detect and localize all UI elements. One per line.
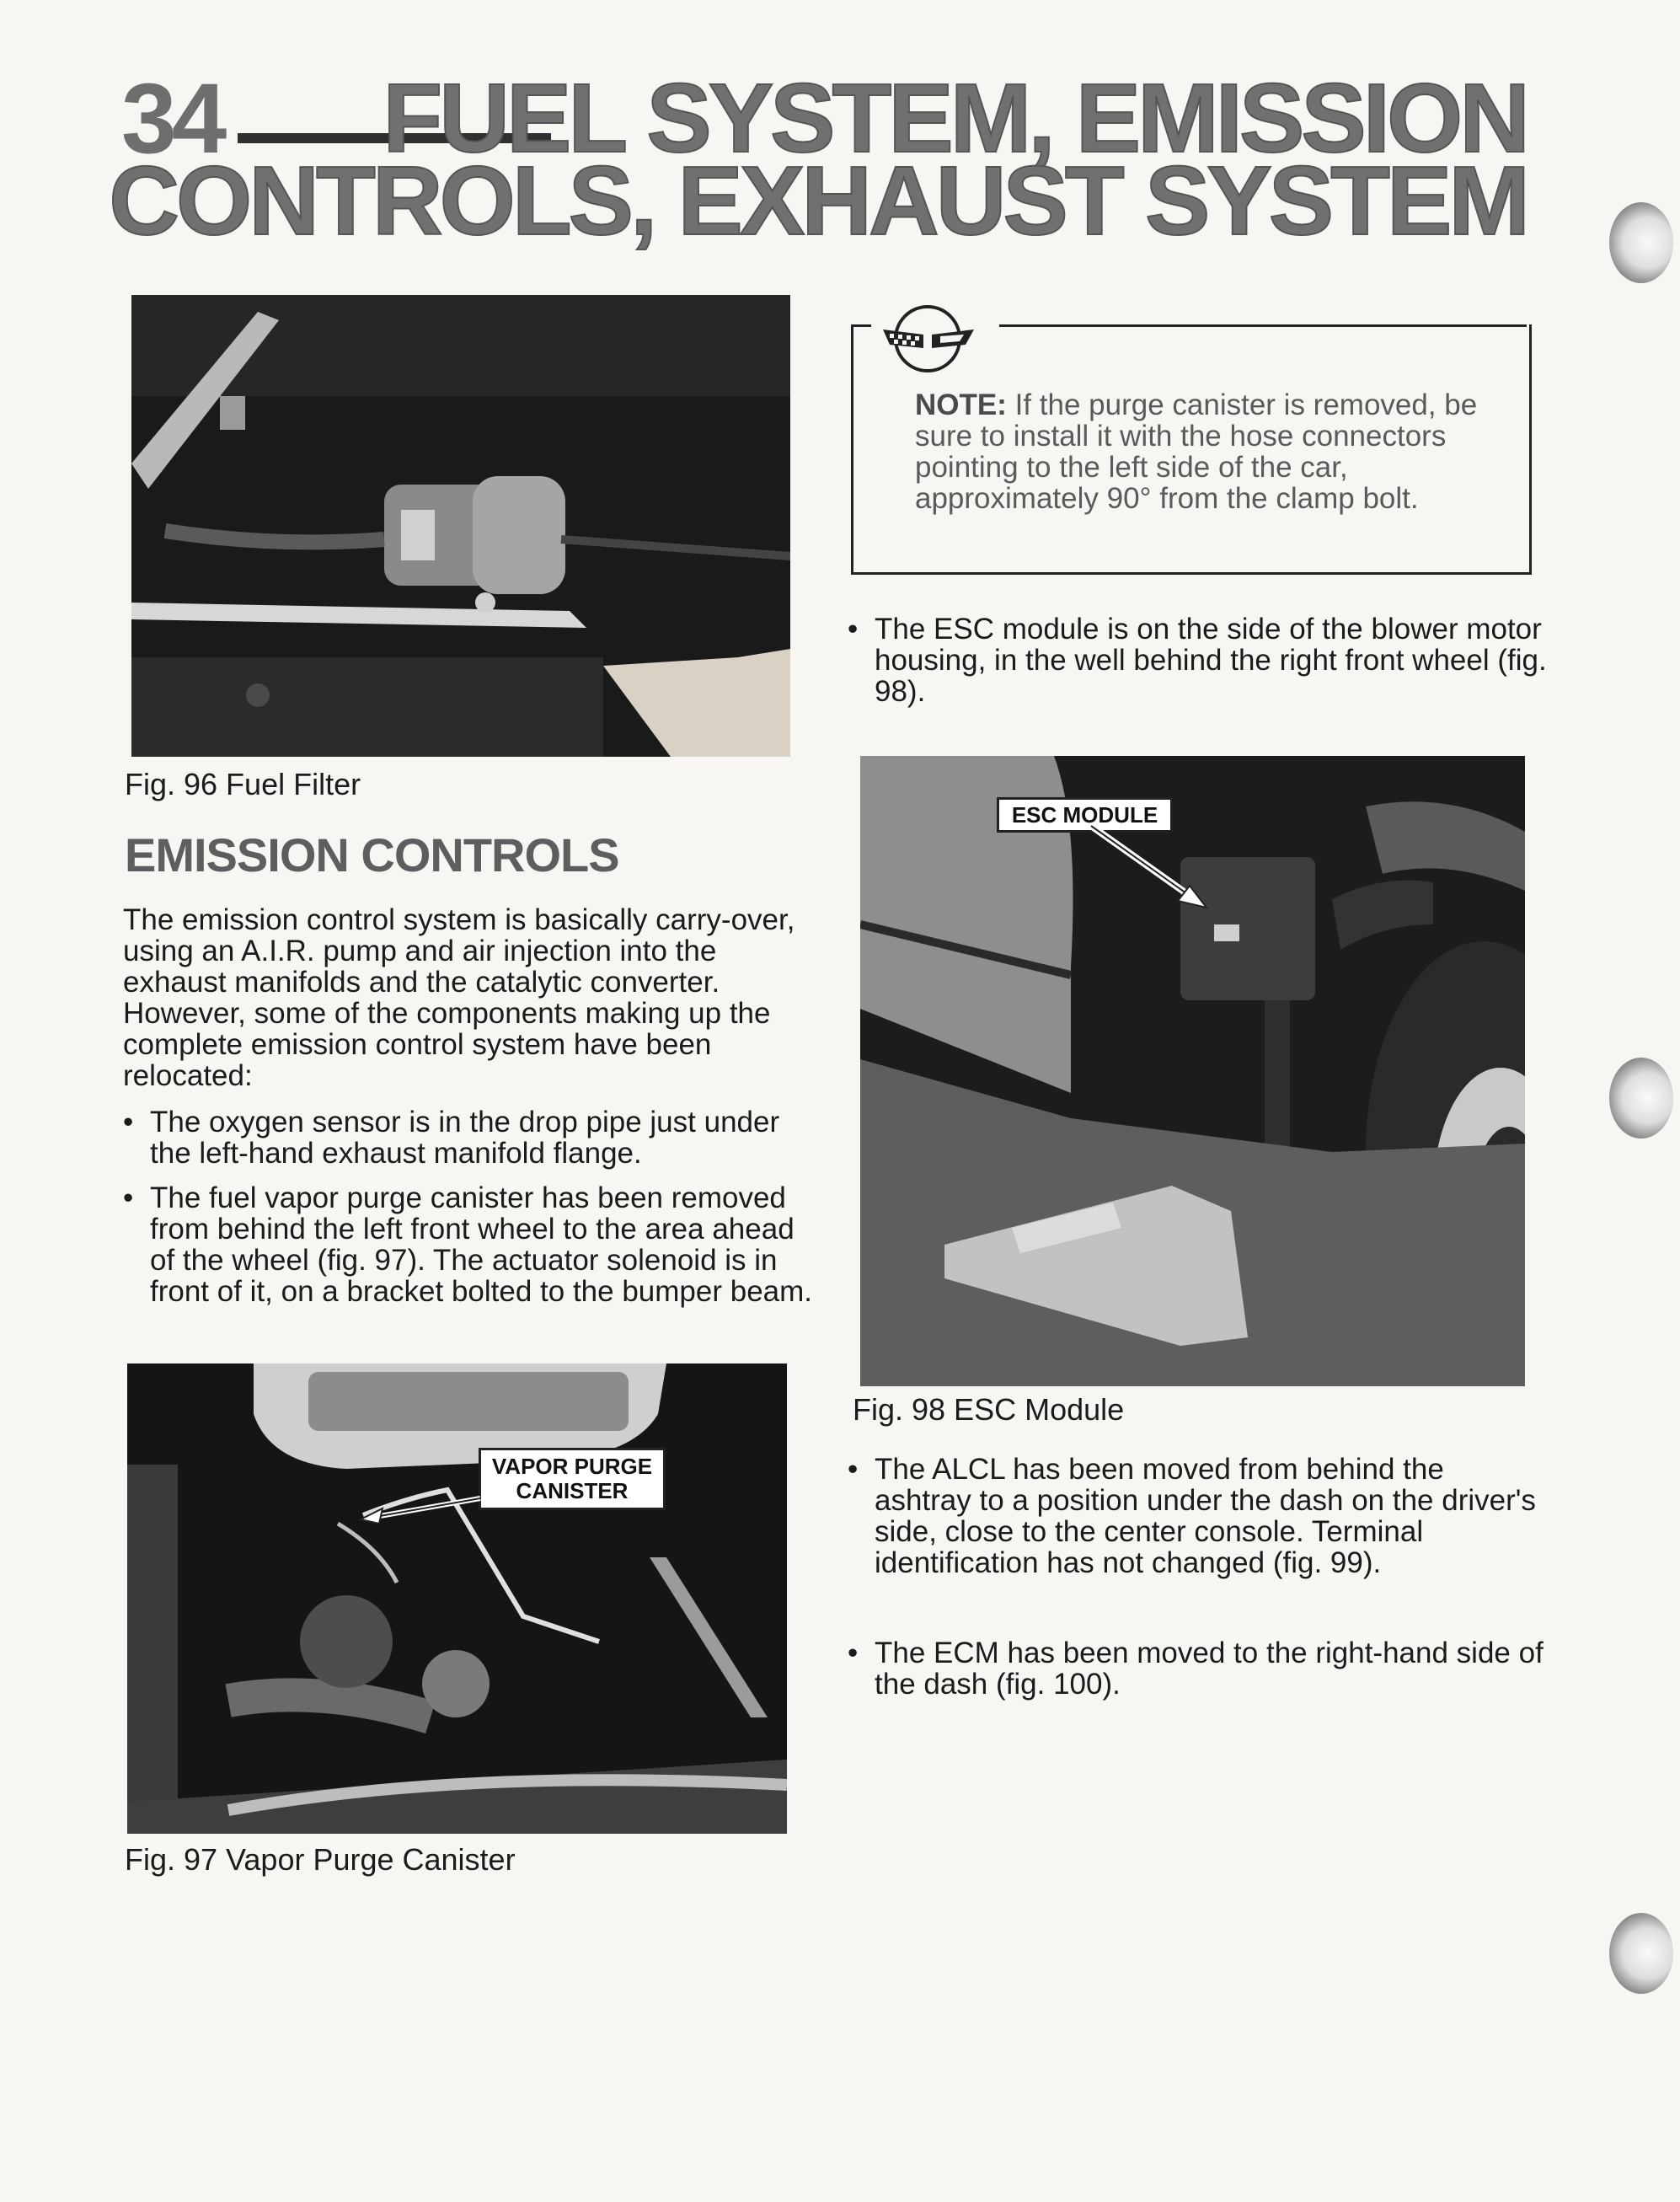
- fuel-filter-photo: [131, 295, 790, 757]
- vapor-purge-arrow: [354, 1492, 489, 1525]
- binder-hole-top: [1609, 202, 1673, 283]
- chapter-title-line1: FUEL SYSTEM, EMISSION: [383, 63, 1527, 173]
- bullet-text: The fuel vapor purge canister has been removed from behind the left front wheel to the area ahead of the wheel (fig. 97). The actuator solenoid is in front of it, on a bracket bolted to the bumper beam.: [150, 1181, 813, 1308]
- bullet-alcl: [848, 1454, 1549, 1578]
- note-label: NOTE:: [915, 388, 1007, 421]
- bullet-text: The ESC module is on the side of the blower motor housing, in the well behind the right front wheel (fig. 98).: [875, 613, 1547, 708]
- bullet-ecm: [848, 1637, 1549, 1700]
- vapor-purge-canister-photo: [127, 1364, 787, 1834]
- bullet-dot: •: [123, 1106, 134, 1139]
- fig97-caption: Fig. 97 Vapor Purge Canister: [125, 1842, 516, 1877]
- binder-hole-bottom: [1609, 1913, 1673, 1994]
- intro-paragraph: The emission control system is basically carry-over, using an A.I.R. pump and air injection into the exhaust manifolds and the catalytic converter. However, some of the components making up the complete emission control system have been relocated:: [123, 903, 795, 1092]
- bullet-dot: •: [123, 1181, 134, 1214]
- vapor-purge-canister-label: [479, 1448, 666, 1510]
- bullet-text: The ALCL has been moved from behind the ashtray to a position under the dash on the driver's side, close to the center console. Terminal identification has not changed (fig. 99).: [875, 1453, 1536, 1579]
- esc-module-arrow: [1087, 822, 1213, 914]
- bullet-esc-module: [848, 613, 1549, 707]
- fig98-caption: Fig. 98 ESC Module: [853, 1392, 1125, 1427]
- bullet-purge-canister: [123, 1182, 817, 1307]
- bullet-dot: •: [848, 613, 859, 646]
- label-line2: CANISTER: [516, 1478, 629, 1503]
- binder-hole-middle: [1609, 1058, 1673, 1139]
- bullet-dot: •: [848, 1453, 859, 1486]
- note-text: [915, 389, 1496, 514]
- fig96-caption: Fig. 96 Fuel Filter: [125, 767, 361, 801]
- bullet-text: The ECM has been moved to the right-hand side of the dash (fig. 100).: [875, 1637, 1544, 1701]
- esc-module-label: ESC MODULE: [997, 797, 1173, 833]
- corvette-logo-icon: [873, 299, 982, 375]
- note-topline-left: [851, 324, 871, 327]
- bullet-oxygen-sensor: [123, 1106, 817, 1169]
- bullet-text: The oxygen sensor is in the drop pipe just under the left-hand exhaust manifold flange.: [150, 1106, 780, 1170]
- chapter-title-line2: CONTROLS, EXHAUST SYSTEM: [109, 146, 1527, 255]
- note-topline-right: [999, 324, 1527, 327]
- page-number: 34: [121, 63, 222, 174]
- section-title: EMISSION CONTROLS: [125, 828, 619, 881]
- note-body: If the purge canister is removed, be sure to install it with the hose connectors pointing to the left side of the car, approximately 90° from the clamp bolt.: [915, 388, 1478, 515]
- bullet-dot: •: [848, 1637, 859, 1669]
- label-line1: VAPOR PURGE: [491, 1454, 653, 1479]
